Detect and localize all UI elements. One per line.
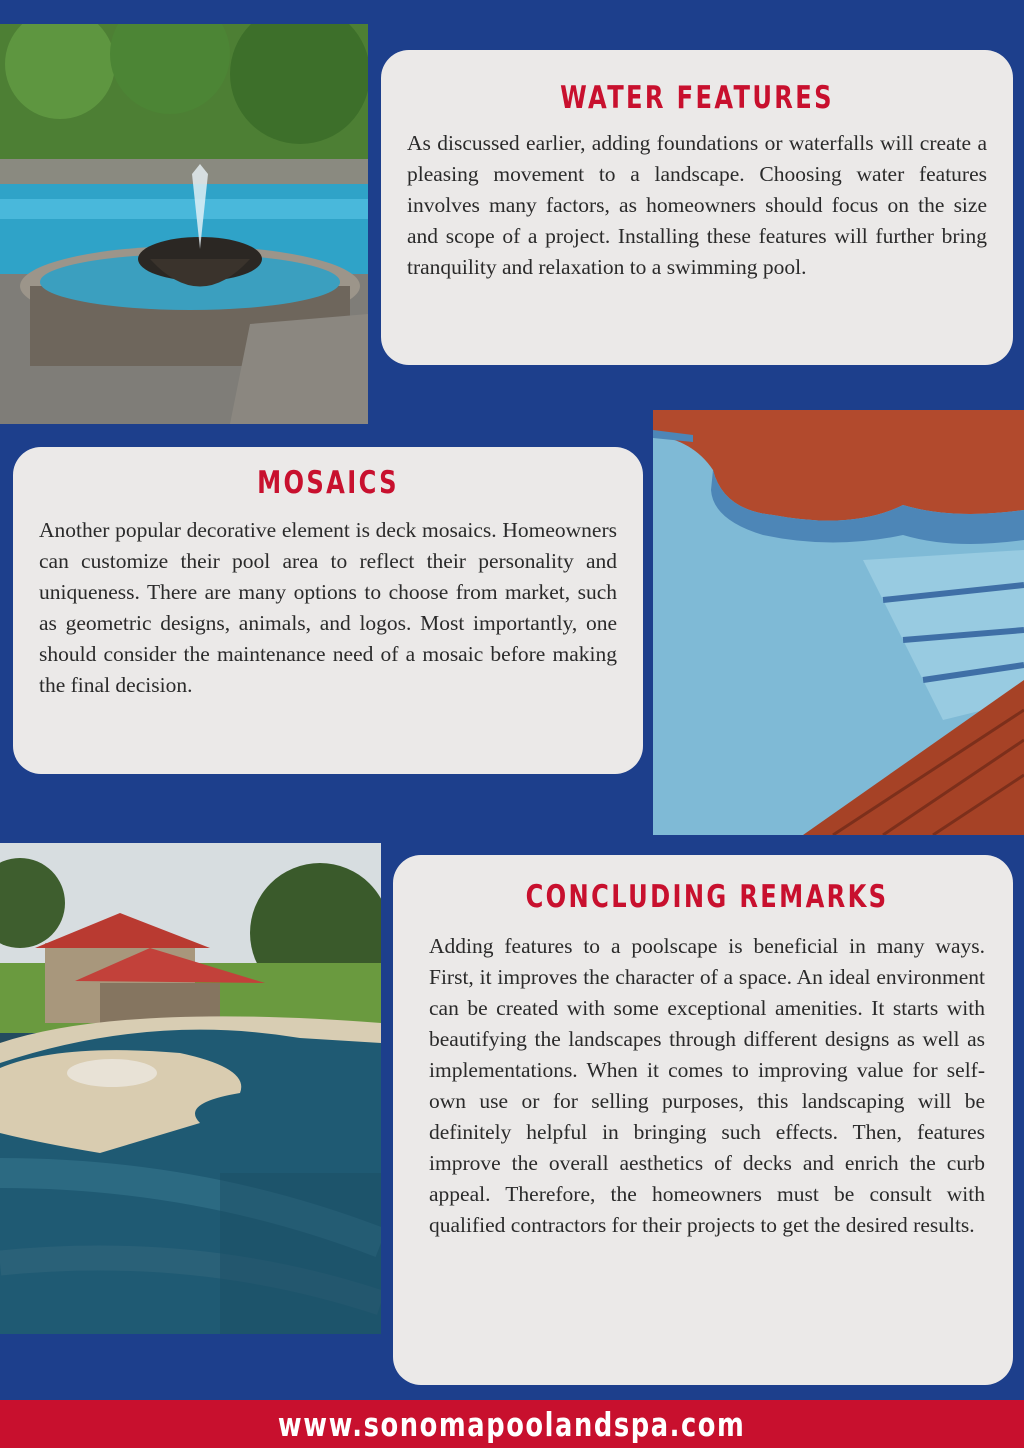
water-features-card (381, 50, 1013, 365)
section-body: Adding features to a poolscape is beneficial in many ways. First, it improves the character of a space. An ideal environment can be created with some exceptional amenities. It starts with beautifying the landscapes through different designs as well as implementations. When it comes to improving value for self-own use or for selling purposes, this landscaping will be definitely helpful in bringing such effects. Then, features improve the overall aesthetics of decks and enrich the curb appeal. Therefore, the homeowners must be consult with qualified contractors for their projects to get the desired results. (429, 934, 985, 1237)
website-link[interactable]: www.sonomapoolandspa.com (278, 1404, 746, 1444)
section-heading: WATER FEATURES (560, 80, 834, 116)
section-body: Another popular decorative element is deck mosaics. Homeowners can customize their pool area to reflect their personality and uniqueness. There are many options to choose from market, such as geometric designs, animals, and logos. Most importantly, one should consider the maintenance need of a mosaic before making the final decision. (39, 518, 617, 697)
section-heading: MOSAICS (257, 465, 399, 501)
mosaic-pool-photo (653, 410, 1024, 835)
footer-bar (0, 1400, 1024, 1448)
cabana-pool-photo (0, 843, 381, 1334)
section-body: As discussed earlier, adding foundations or waterfalls will create a pleasing movement to a landscape. Choosing water features involves many factors, as homeowners should focus on the size and scope of a project. Installing these features will further bring tranquility and relaxation to a swimming pool. (407, 131, 987, 279)
section-heading: CONCLUDING REMARKS (525, 879, 889, 915)
mosaics-card (13, 447, 643, 774)
fountain-pool-photo (0, 24, 368, 424)
concluding-remarks-card (393, 855, 1013, 1385)
